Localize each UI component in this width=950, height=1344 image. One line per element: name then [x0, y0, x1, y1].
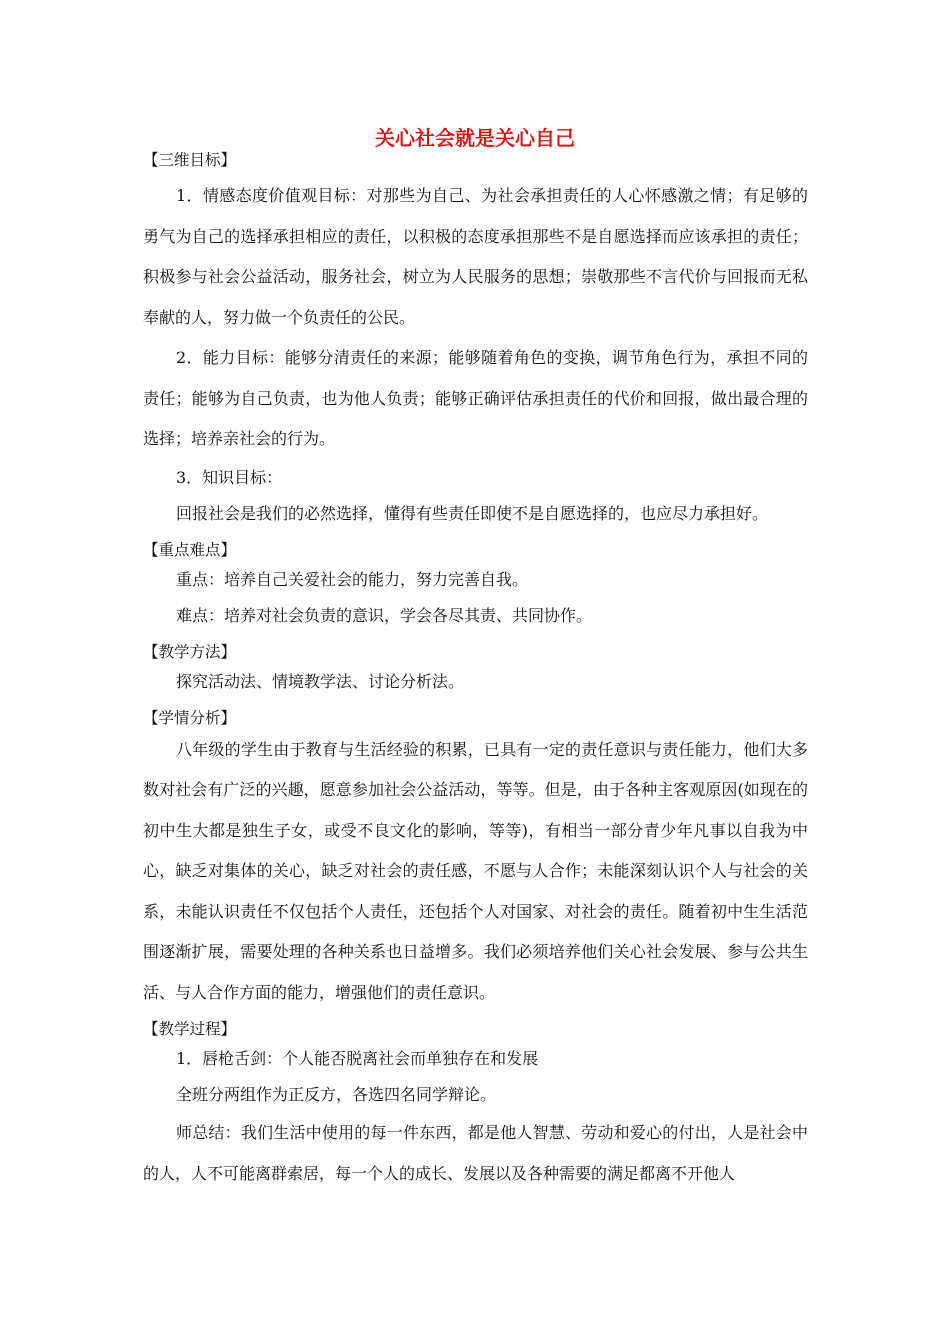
paragraph: 八年级的学生由于教育与生活经验的积累，已具有一定的责任意识与责任能力，他们大多数对社会有广泛的兴趣，愿意参加社会公益活动，等等。但是，由于各种主客观原因(如现在的初中生大都是独生子女，或受不良文化的影响，等等)，有相当一部分青少年凡事以自我为中心，缺乏对集体的关心，缺乏对社会的责任感，不愿与人合作；未能深刻认识个人与社会的关系，未能认识责任不仅包括个人责任，还包括个人对国家、对社会的责任。随着初中生生活范围逐渐扩展，需要处理的各种关系也日益增多。我们必须培养他们关心社会发展、参与公共生活、与人合作方面的能力，增强他们的责任意识。	[143, 739, 808, 1002]
section-teaching-methods	[143, 642, 808, 700]
paragraph: 2．能力目标：能够分清责任的来源；能够随着角色的变换，调节角色行为，承担不同的责任；能够为自己负责，也为他人负责；能够正确评估承担责任的代价和回报，做出最合理的选择；培养亲社会的行为。	[143, 348, 808, 448]
section-heading: 【重点难点】	[143, 540, 237, 559]
section-heading: 【三维目标】	[143, 151, 237, 169]
section-heading: 【教学过程】	[143, 1020, 237, 1038]
paragraph: 回报社会是我们的必然选择，懂得有些责任即使不是自愿选择的，也应尽力承担好。	[176, 503, 769, 523]
section-heading: 【学情分析】	[143, 708, 237, 727]
section-key-points	[143, 540, 808, 634]
paragraph: 师总结：我们生活中使用的每一件东西，都是他人智慧、劳动和爱心的付出，人是社会中的人，人不可能离群索居，每一个人的成长、发展以及各种需要的满足都离不开他人	[143, 1123, 808, 1183]
paragraph: 1．情感态度价值观目标：对那些为自己、为社会承担责任的人心怀感激之情；有足够的勇气为自己的选择承担相应的责任，以积极的态度承担那些不是自愿选择而应该承担的责任；积极参与社会公益活动，服务社会，树立为人民服务的思想；崇敬那些不言代价与回报而无私奉献的人，努力做一个负责任的公民。	[143, 186, 808, 327]
paragraph: 探究活动法、情境教学法、讨论分析法。	[176, 671, 465, 691]
paragraph: 3．知识目标：	[176, 467, 283, 487]
document-body	[143, 150, 808, 1194]
section-teaching-process	[143, 1019, 808, 1194]
document-title: 关心社会就是关心自己	[375, 126, 575, 150]
paragraph: 重点：培养自己关爱社会的能力，努力完善自我。	[176, 569, 529, 589]
paragraph: 难点：培养对社会负责的意识，学会各尽其责、共同协作。	[176, 605, 593, 625]
paragraph: 全班分两组作为正反方，各选四名同学辩论。	[176, 1085, 497, 1104]
paragraph: 1．唇枪舌剑：个人能否脱离社会而单独存在和发展	[176, 1049, 539, 1068]
section-learner-analysis	[143, 708, 808, 1014]
section-heading: 【教学方法】	[143, 642, 237, 661]
section-three-dimensional-goals	[143, 150, 808, 532]
